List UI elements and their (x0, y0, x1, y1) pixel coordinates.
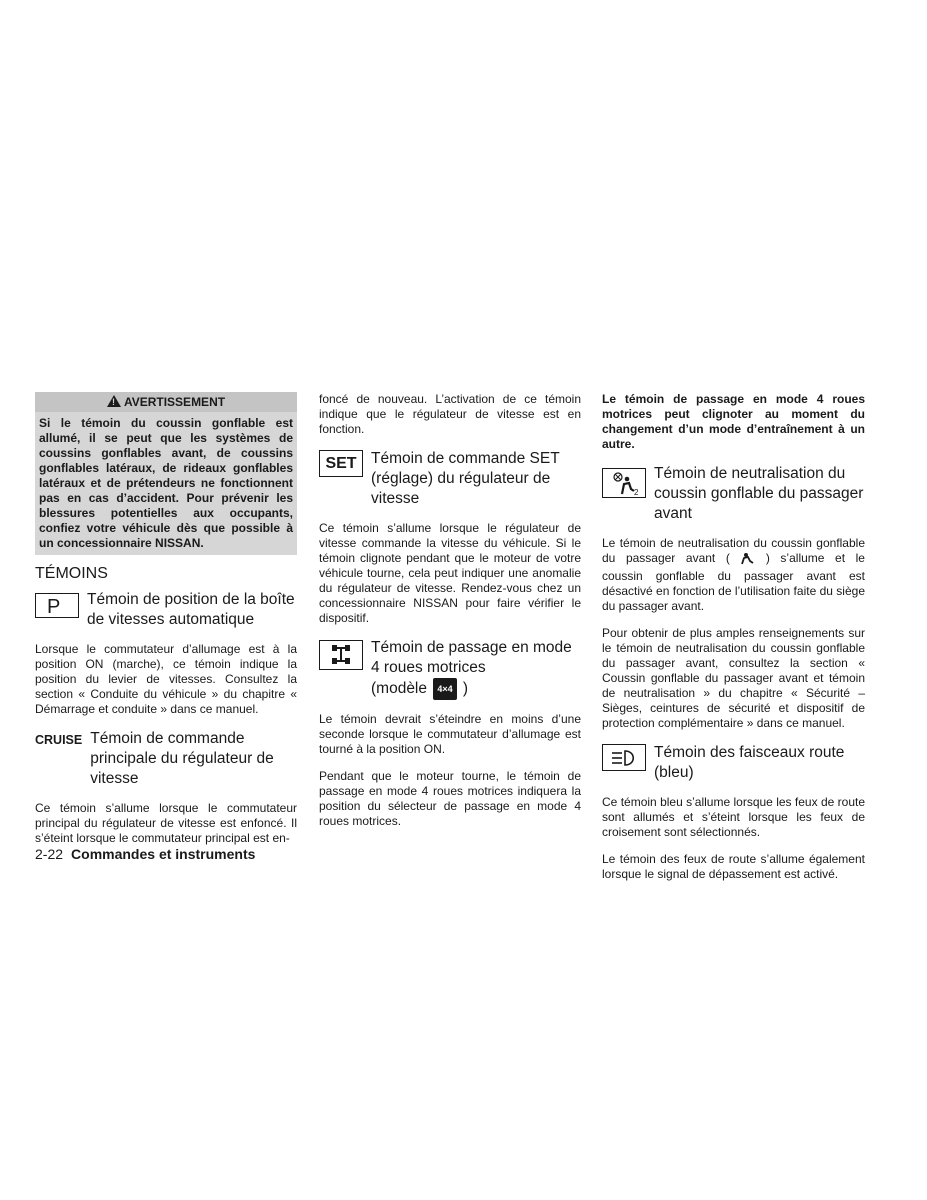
cruise-indicator-title: Témoin de commande principale du régulateur de vitesse (90, 730, 274, 787)
fourwd-indicator-heading (319, 638, 581, 700)
fourwd-indicator-title-block (371, 638, 581, 700)
park-indicator-heading (35, 590, 297, 630)
fourwd-blink-note: Le témoin de passage en mode 4 roues motrices peut clignoter au moment du changement d’un mode d’entraînement à un autre. (602, 392, 865, 451)
warning-header (35, 392, 297, 412)
cruise-continuation-text: foncé de nouveau. L’activation de ce témoin indique que le régulateur de vitesse est en fonction. (319, 392, 581, 436)
set-indicator-title: Témoin de commande SET (réglage) du régulateur de vitesse (371, 450, 560, 507)
warning-title: AVERTISSEMENT (123, 395, 226, 409)
cruise-indicator-text: Ce témoin s’allume lorsque le commutateur principal du régulateur de vitesse est enfoncé. Il s’éteint lorsque le commutateur principal est en- (35, 801, 297, 845)
airbag-off-indicator-icon (602, 468, 646, 498)
fourwd-model-suffix: ) (462, 680, 469, 697)
column-1 (35, 392, 297, 858)
park-indicator-text: Lorsque le commutateur d’allumage est à la position ON (marche), ce témoin indique la position du levier de vitesses. Consultez la section « Conduite du véhicule » du chapitre « Démarrage et conduite » dans ce manuel. (35, 642, 297, 716)
page-footer (35, 846, 255, 862)
highbeam-text-1: Ce témoin bleu s’allume lorsque les feux de route sont allumés et s’éteint lorsque les feux de croisement sont sélectionnés. (602, 795, 865, 839)
fourwd-model-prefix: (modèle (371, 680, 427, 697)
fourwd-text-1: Le témoin devrait s’éteindre en moins d’une seconde lorsque le commutateur d’allumage est tourné à la position ON. (319, 712, 581, 756)
fourwd-indicator-title: Témoin de passage en mode 4 roues motrices (371, 639, 572, 676)
fourwd-model-badge: 4×4 (433, 678, 456, 700)
park-indicator-title: Témoin de position de la boîte de vitesses automatique (87, 591, 295, 628)
highbeam-indicator-title: Témoin des faisceaux route (bleu) (654, 744, 845, 781)
svg-text:2: 2 (634, 488, 639, 496)
section-title: TÉMOINS (35, 565, 108, 582)
park-indicator-icon (35, 593, 79, 618)
airbag-indicator-text-1 (602, 536, 865, 614)
highbeam-text-2: Le témoin des feux de route s’allume également lorsque le signal de dépassement est activé. (602, 852, 865, 881)
airbag-indicator-text-2: Pour obtenir de plus amples renseignements sur le témoin de neutralisation du coussin gonflable du passager avant, consultez la section « Coussin gonflable du passager avant et témoin de neutralisation » du chapitre « Sécurité – Sièges, ceintures de sécurité et dispositif de protection complémentaire » dans ce manuel. (602, 626, 865, 730)
cruise-indicator-heading (35, 729, 297, 789)
highbeam-indicator-icon (602, 744, 646, 771)
airbag-indicator-heading (602, 464, 865, 524)
park-icon-glyph: P (47, 596, 61, 616)
set-indicator-text: Ce témoin s’allume lorsque le régulateur de vitesse commande la vitesse du véhicule. Si le témoin clignote pendant que le moteur de votre véhicule tourne, cela peut indiquer une anomalie du régulateur de vitesse. Rendez-vous chez un concessionnaire NISSAN pour faire vérifier le dispositif. (319, 521, 581, 625)
fourwd-text-2: Pendant que le moteur tourne, le témoin de passage en mode 4 roues motrices indiquera la position du sélecteur de passage en mode 4 roues motrices. (319, 769, 581, 828)
fourwd-indicator-icon (319, 640, 363, 670)
warning-box (35, 392, 297, 555)
column-2 (319, 392, 581, 841)
set-indicator-heading (319, 449, 581, 509)
highbeam-indicator-heading (602, 743, 865, 783)
airbag-indicator-title: Témoin de neutralisation du coussin gonflable du passager avant (654, 465, 864, 522)
page-number: 2-22 (35, 846, 64, 862)
warning-text: Si le témoin du coussin gonflable est allumé, il se peut que les systèmes de coussins gonflables avant, de coussins gonflables latéraux, de rideaux gonflables latéraux et de prétendeurs ne fonctionnent pas en cas d’accident. Pour prévenir les blessures potentielles aux occupants, confiez votre véhicule dès que possible à un concessionnaire NISSAN. (39, 416, 293, 550)
chapter-title: Commandes et instruments (71, 846, 256, 862)
airbag-text-part-b: ) s’allume et le coussin gonflable du passager avant est désactivé en fonction de l’utilisation faite du siège du passager avant. (602, 551, 865, 613)
column-3 (602, 392, 865, 894)
set-indicator-icon: SET (319, 450, 363, 477)
warning-triangle-icon: ! (107, 395, 121, 407)
airbag-inline-icon (733, 551, 763, 569)
airbag-text-part-a: Le témoin de neutralisation du coussin gonflable du passager avant ( (602, 536, 865, 565)
cruise-indicator-icon: CRUISE (35, 733, 83, 747)
